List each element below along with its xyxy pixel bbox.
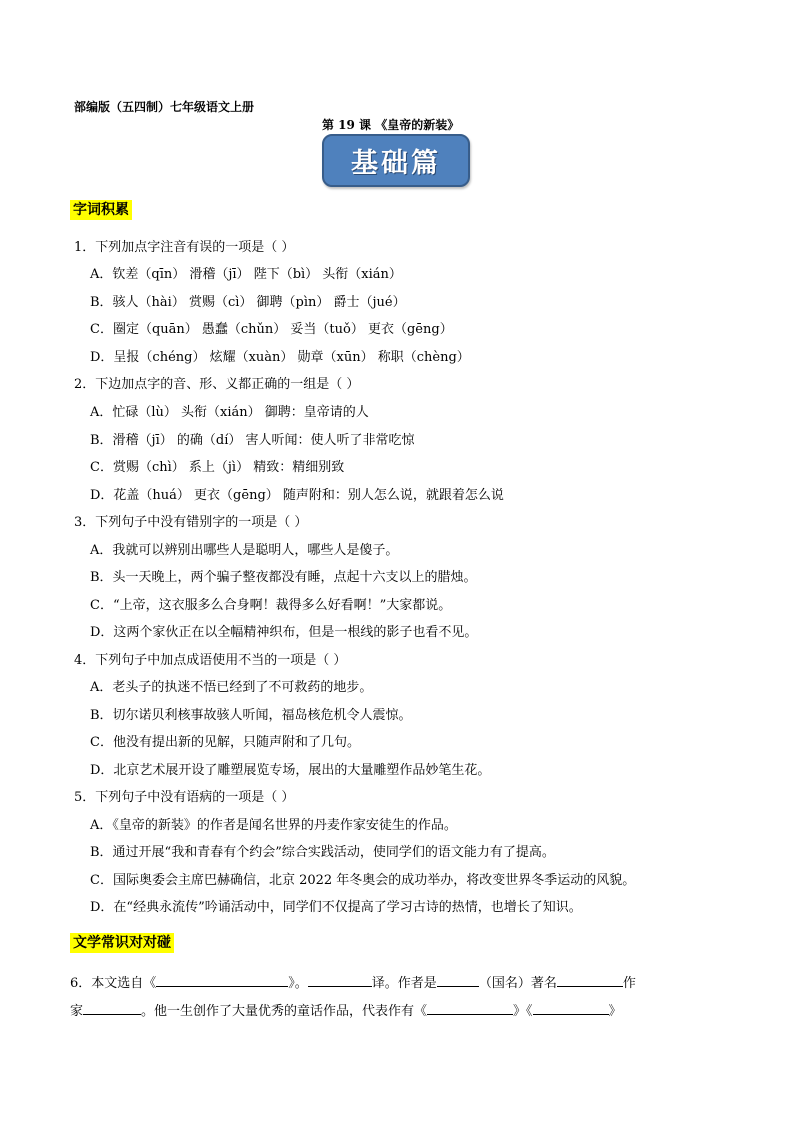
- q3-option-c: C．“上帝，这衣服多么合身啊！裁得多么好看啊！”大家都说。: [90, 598, 452, 613]
- q6-blank-country[interactable]: [437, 972, 479, 987]
- q6-blank-author[interactable]: [83, 1000, 141, 1015]
- question-1: 1．下列加点字注音有误的一项是（ ）: [74, 240, 295, 255]
- question-2: 2．下边加点字的音、形、义都正确的一组是（ ）: [74, 377, 360, 392]
- q6-text-8: 》《: [513, 1004, 533, 1019]
- q1-option-c: C．圈定（quān） 愚蠢（chǔn） 妥当（tuǒ） 更衣（gēng）: [90, 322, 453, 337]
- q2-option-b: B．滑稽（jī） 的确（dí） 害人听闻：使人听了非常吃惊: [90, 433, 415, 448]
- q6-text-1: 6．本文选自《: [70, 976, 157, 991]
- section-literature: 文学常识对对碰: [70, 933, 174, 953]
- q4-option-d: D．北京艺术展开设了雕塑展览专场，展出的大量雕塑作品妙笔生花。: [90, 763, 491, 778]
- question-6-line-2: [70, 1000, 622, 1020]
- q6-blank-source[interactable]: [156, 972, 288, 987]
- q6-text-5: 作: [622, 976, 636, 991]
- q5-option-d: D．在“经典永流传”吟诵活动中，同学们不仅提高了学习古诗的热情，也增长了知识。: [90, 900, 582, 915]
- q5-option-a: A．《皇帝的新装》的作者是闻名世界的丹麦作家安徒生的作品。: [90, 818, 457, 833]
- q2-option-c: C．赏赐（chì） 系上（jì） 精致：精细别致: [90, 460, 345, 475]
- q6-blank-identity[interactable]: [557, 972, 623, 987]
- q2-option-d: D．花盖（huá） 更衣（gēng） 随声附和：别人怎么说，就跟着怎么说: [90, 488, 504, 503]
- q6-text-9: 》: [608, 1004, 622, 1019]
- q1-option-b: B．骇人（hài） 赏赐（cì） 御聘（pìn） 爵士（jué）: [90, 295, 406, 310]
- q1-option-d: D．呈报（chéng） 炫耀（xuàn） 勋章（xūn） 称职（chèng）: [90, 350, 470, 365]
- q4-option-a: A．老头子的执迷不悟已经到了不可救药的地步。: [90, 680, 373, 695]
- q4-option-c: C．他没有提出新的见解，只随声附和了几句。: [90, 735, 360, 750]
- q1-option-a: A．钦差（qīn） 滑稽（jī） 陛下（bì） 头衔（xián）: [90, 267, 402, 282]
- question-3: 3．下列句子中没有错别字的一项是（ ）: [74, 515, 308, 530]
- q4-option-b: B．切尔诺贝利核事故骇人听闻，福岛核危机令人震惊。: [90, 708, 412, 723]
- q5-option-c: C．国际奥委会主席巴赫确信，北京 2022 年冬奥会的成功举办，将改变世界冬季运动的风貌。: [90, 873, 636, 888]
- q5-option-b: B．通过开展“我和青春有个约会”综合实践活动，使同学们的语文能力有了提高。: [90, 845, 555, 860]
- lesson-title: 第 19 课 《皇帝的新装》: [322, 118, 460, 132]
- q6-text-2: 》。: [288, 976, 308, 991]
- q2-option-a: A．忙碌（lù） 头衔（xián） 御聘：皇帝请的人: [90, 405, 369, 420]
- question-6-line-1: [70, 972, 636, 992]
- q3-option-a: A．我就可以辨别出哪些人是聪明人，哪些人是傻子。: [90, 543, 399, 558]
- q6-text-3: 译。作者是: [371, 976, 437, 991]
- q6-text-6: 家: [70, 1004, 84, 1019]
- q6-blank-work-1[interactable]: [427, 1000, 513, 1015]
- q3-option-b: B．头一天晚上，两个骗子整夜都没有睡，点起十六支以上的腊烛。: [90, 570, 477, 585]
- level-badge: 基础篇: [322, 134, 470, 187]
- q6-blank-work-2[interactable]: [533, 1000, 609, 1015]
- question-5: 5．下列句子中没有语病的一项是（ ）: [74, 790, 295, 805]
- series-title: 部编版（五四制）七年级语文上册: [74, 100, 255, 114]
- question-4: 4．下列句子中加点成语使用不当的一项是（ ）: [74, 653, 347, 668]
- section-vocab: 字词积累: [70, 200, 132, 220]
- q6-blank-translator[interactable]: [308, 972, 372, 987]
- q3-option-d: D．这两个家伙正在以全幅精神织布，但是一根线的影子也看不见。: [90, 625, 478, 640]
- q6-text-7: 。他一生创作了大量优秀的童话作品，代表作有《: [141, 1004, 428, 1019]
- q6-text-4: （国名）著名: [478, 976, 557, 991]
